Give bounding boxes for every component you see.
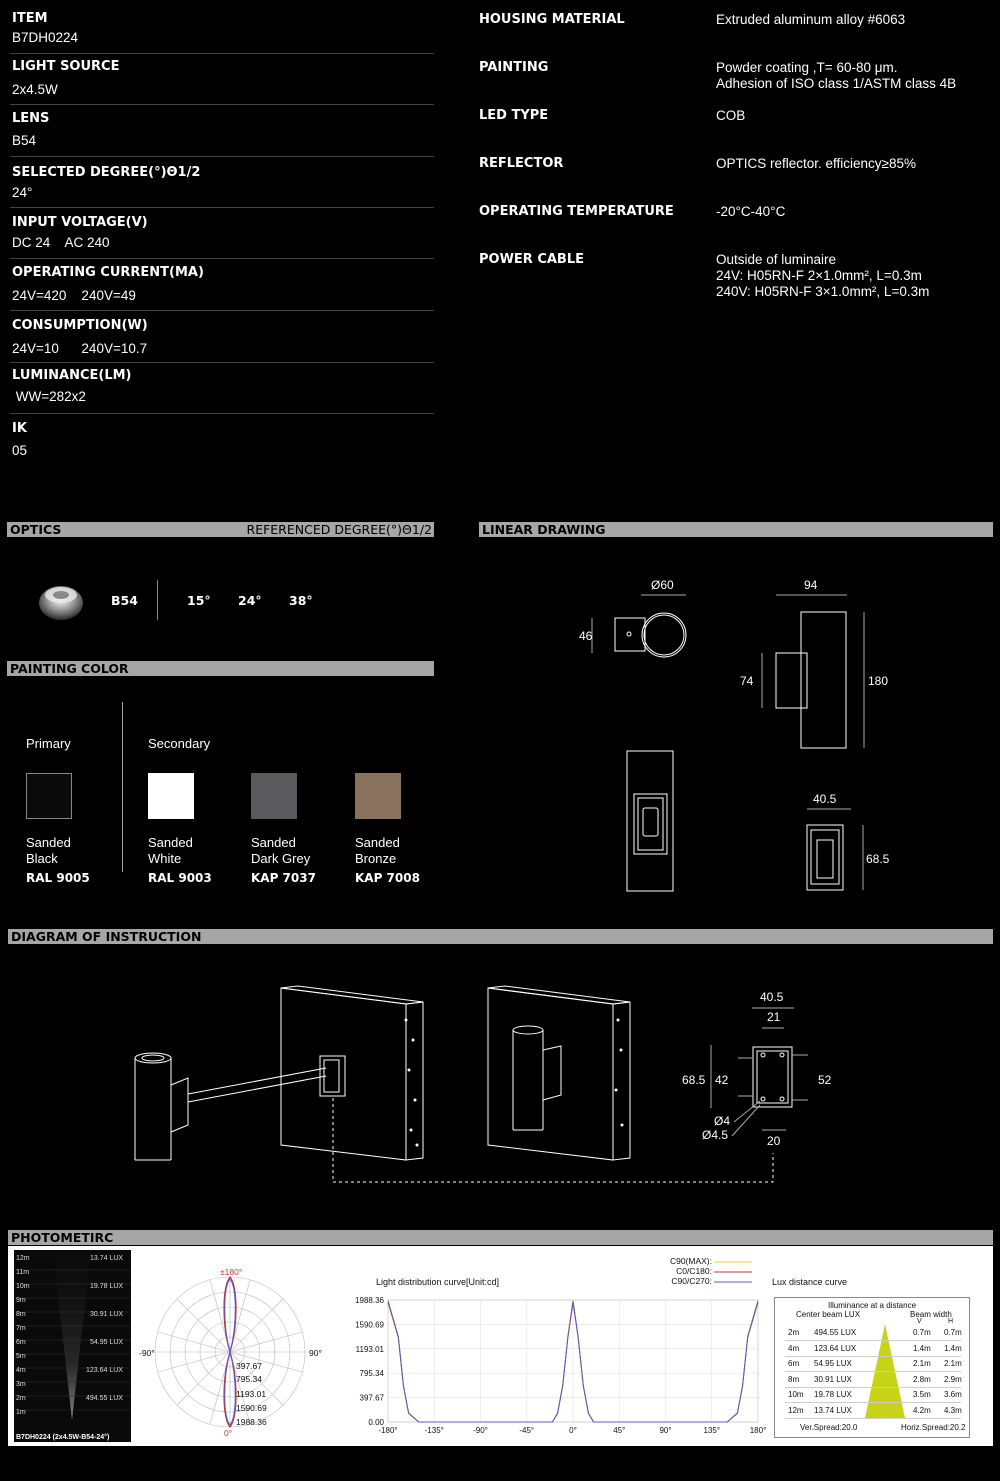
spec-value-consumption: 24V=10 240V=10.7: [12, 341, 148, 356]
optics-lens: B54: [111, 593, 138, 608]
section-bar-painting-color: [7, 661, 434, 676]
wall-drawing-left: [281, 986, 423, 1160]
lux-row-h: 0.7m: [944, 1328, 962, 1337]
lux-title: Lux distance curve: [772, 1277, 848, 1287]
polar-label-left: -90°: [139, 1348, 155, 1358]
spec-value-light-source: 2x4.5W: [12, 82, 58, 97]
lux-row-divider: [785, 1402, 961, 1403]
spec-value-voltage: DC 24 AC 240: [12, 235, 110, 250]
dist-4m: 4m: [16, 1367, 26, 1374]
spec-label-led-type: LED TYPE: [479, 108, 549, 123]
lux-8m: 30.91 LUX: [90, 1311, 124, 1318]
dist-11m: 11m: [16, 1269, 30, 1276]
color-swatch-white[interactable]: [148, 773, 194, 819]
legend-c90max: C90(MAX):: [669, 1256, 712, 1266]
lux-6m: 54.95 LUX: [90, 1339, 124, 1346]
lux-row-v: 2.1m: [913, 1359, 931, 1368]
lux-row-value: 123.64 LUX: [814, 1343, 857, 1353]
spec-label-luminance: LUMINANCE(LM): [12, 368, 132, 383]
instruction-diagram: [8, 950, 993, 1220]
bracket-view-drawing: [807, 792, 890, 890]
dim-h52: 52: [818, 1073, 832, 1087]
section-title-photometric: PHOTOMETIRC: [11, 1230, 114, 1245]
lux-row-h: 2.1m: [944, 1359, 962, 1368]
color-name-grey-1: Sanded: [251, 835, 296, 850]
dim-d40-5: 40.5: [813, 792, 837, 806]
lux-col-beam: Beam width: [910, 1310, 952, 1319]
spec-label-light-source: LIGHT SOURCE: [12, 59, 120, 74]
polar-label-bottom: 0°: [224, 1428, 233, 1438]
spec-value-led-type: COB: [716, 108, 746, 123]
optics-degree-38: 38°: [289, 593, 313, 608]
dim-d68-5: 68.5: [866, 852, 890, 866]
polar-ring-5: 1988.36: [236, 1417, 267, 1427]
dist-10m: 10m: [16, 1283, 30, 1290]
legend-swatches: [714, 1258, 754, 1288]
color-name-bronze-2: Bronze: [355, 851, 397, 866]
lux-row-v: 2.8m: [913, 1374, 931, 1384]
curve-title: Light distribution curve[Unit:cd]: [376, 1277, 500, 1287]
x-tick-label: 180°: [749, 1426, 767, 1435]
dim-d180: 180: [868, 674, 889, 688]
spec-value-housing: Extruded aluminum alloy #6063: [716, 12, 906, 27]
lux-row-h: 4.3m: [944, 1405, 962, 1415]
lux-row-distance: 12m: [788, 1405, 804, 1415]
lux-12m: 13.74 LUX: [90, 1255, 124, 1262]
spec-label-housing: HOUSING MATERIAL: [479, 12, 625, 27]
x-tick-label: -135°: [424, 1426, 444, 1435]
color-code-grey: KAP 7037: [251, 871, 316, 885]
optics-degree-15: 15°: [187, 593, 211, 608]
secondary-label: Secondary: [148, 736, 211, 751]
dist-9m: 9m: [16, 1297, 26, 1304]
divider: [10, 362, 434, 363]
spec-label-degree: SELECTED DEGREE(°)Θ1/2: [12, 165, 201, 180]
dim-w20: 20: [767, 1134, 781, 1148]
spec-label-current: OPERATING CURRENT(MA): [12, 265, 204, 280]
divider: [10, 207, 434, 208]
x-tick-label: 90°: [659, 1426, 672, 1435]
section-bar-photometric: [8, 1230, 993, 1245]
lux-10m: 19.78 LUX: [90, 1283, 124, 1290]
color-swatch-black[interactable]: [26, 773, 72, 819]
dim-d4-5: Ø4.5: [702, 1128, 729, 1142]
spec-value-power-cable-2: 24V: H05RN-F 2×1.0mm², L=0.3m: [716, 268, 922, 283]
lux-row-v: 1.4m: [913, 1343, 931, 1353]
color-name-black-2: Black: [26, 851, 58, 866]
lux-row-value: 54.95 LUX: [814, 1359, 852, 1368]
lux-2m: 494.55 LUX: [86, 1395, 123, 1402]
dim-w40-5: 40.5: [760, 990, 784, 1004]
spec-value-painting-2: Adhesion of ISO class 1/ASTM class 4B: [716, 76, 957, 91]
lux-4m: 123.64 LUX: [86, 1367, 123, 1374]
spec-value-power-cable-3: 240V: H05RN-F 3×1.0mm², L=0.3m: [716, 284, 930, 299]
lux-col-v: V: [917, 1318, 922, 1325]
side-view-drawing: [740, 578, 888, 748]
color-name-black-1: Sanded: [26, 835, 71, 850]
divider: [10, 156, 434, 157]
section-bar-optics: [7, 522, 434, 537]
lux-row-distance: 6m: [788, 1359, 800, 1368]
lux-row-v: 3.5m: [913, 1390, 931, 1399]
lux-row-divider: [785, 1356, 961, 1357]
x-tick-label: 135°: [703, 1426, 721, 1435]
lux-row-v: 0.7m: [913, 1328, 931, 1337]
x-tick-label: 45°: [613, 1426, 626, 1435]
section-title-painting-color: PAINTING COLOR: [10, 661, 129, 676]
optics-degree-24: 24°: [238, 593, 262, 608]
spec-value-reflector: OPTICS reflector. efficiency≥85%: [716, 156, 916, 171]
linear-drawing: [479, 540, 993, 910]
lux-row-distance: 2m: [788, 1328, 800, 1337]
section-title-linear-drawing: LINEAR DRAWING: [482, 522, 606, 537]
polar-chart: [139, 1266, 333, 1446]
y-tick-label: 1988.36: [355, 1296, 384, 1305]
lux-table: [774, 1297, 970, 1438]
color-name-bronze-1: Sanded: [355, 835, 400, 850]
bracket-dimension-drawing: [682, 990, 832, 1148]
polar-ring-4: 1590.69: [236, 1403, 267, 1413]
lux-row-divider: [785, 1371, 961, 1372]
ver-spread: Ver.Spread:20.0: [800, 1423, 858, 1432]
lux-row-value: 494.55 LUX: [814, 1328, 857, 1337]
wall-drawing-right: [488, 986, 630, 1160]
dist-3m: 3m: [16, 1381, 26, 1388]
spec-label-voltage: INPUT VOLTAGE(V): [12, 215, 148, 230]
spec-value-luminance: WW=282x2: [12, 389, 86, 404]
y-tick-label: 1590.69: [355, 1320, 384, 1330]
lamp-drawing-left: [135, 1053, 326, 1160]
lux-row-v: 4.2m: [913, 1405, 931, 1415]
x-tick-label: 0°: [569, 1426, 577, 1435]
color-name-white-2: White: [148, 851, 182, 866]
color-swatch-dark-grey[interactable]: [251, 773, 297, 819]
lux-row-h: 1.4m: [944, 1343, 962, 1353]
lux-row-distance: 10m: [788, 1390, 804, 1399]
color-code-bronze: KAP 7008: [355, 871, 420, 885]
lux-row-divider: [785, 1387, 961, 1388]
dim-d4: Ø4: [714, 1114, 731, 1128]
polar-label-top: ±180°: [220, 1267, 243, 1277]
x-tick-label: -180°: [378, 1426, 398, 1435]
spec-value-temperature: -20°C-40°C: [716, 204, 786, 219]
divider: [10, 413, 434, 414]
lux-col-h: H: [948, 1318, 954, 1325]
y-tick-label: 0.00: [368, 1418, 384, 1427]
y-tick-label: 1193.01: [355, 1344, 384, 1354]
lux-row-distance: 4m: [788, 1343, 800, 1353]
dim-w21: 21: [767, 1010, 781, 1024]
spec-value-ik: 05: [12, 443, 28, 458]
light-cone-panel: [14, 1250, 131, 1442]
hor-spread: Horiz.Spread:20.2: [901, 1423, 966, 1432]
spec-value-power-cable-1: Outside of luminaire: [716, 252, 837, 267]
spec-label-painting: PAINTING: [479, 60, 549, 75]
dist-1m: 1m: [16, 1409, 26, 1416]
dist-2m: 2m: [16, 1395, 26, 1402]
spec-label-ik: IK: [12, 421, 27, 436]
dim-h42: 42: [715, 1073, 729, 1087]
spec-label-lens: LENS: [12, 111, 50, 126]
spec-label-reflector: REFLECTOR: [479, 156, 564, 171]
divider: [10, 104, 434, 105]
lux-col-center: Center beam LUX: [796, 1310, 861, 1319]
polar-ring-2: 795.34: [236, 1374, 262, 1384]
dim-d74: 74: [740, 674, 754, 688]
dim-d94: 94: [804, 578, 818, 592]
spec-value-lens: B54: [12, 133, 37, 148]
lux-cone: [863, 1324, 907, 1420]
spec-value-degree: 24°: [12, 185, 33, 200]
dist-8m: 8m: [16, 1311, 26, 1318]
dim-d60: Ø60: [651, 578, 674, 592]
color-divider: [122, 702, 123, 872]
divider: [10, 310, 434, 311]
spec-label-item: ITEM: [12, 11, 48, 26]
dist-7m: 7m: [16, 1325, 26, 1332]
lux-row-distance: 8m: [788, 1374, 800, 1384]
lens-icon: [34, 575, 90, 625]
x-tick-label: -45°: [519, 1426, 535, 1435]
x-tick-label: -90°: [473, 1426, 488, 1435]
dist-6m: 6m: [16, 1339, 26, 1346]
spec-value-item: B7DH0224: [12, 30, 79, 45]
lux-row-divider: [785, 1340, 961, 1341]
spec-label-power-cable: POWER CABLE: [479, 252, 585, 267]
section-bar-linear-drawing: [479, 522, 993, 537]
color-code-black: RAL 9005: [26, 871, 90, 885]
section-title-optics: OPTICS: [10, 522, 62, 537]
color-code-white: RAL 9003: [148, 871, 212, 885]
top-view-drawing: [579, 578, 686, 657]
lux-row-h: 2.9m: [944, 1374, 962, 1384]
spec-label-temperature: OPERATING TEMPERATURE: [479, 204, 674, 219]
spec-label-consumption: CONSUMPTION(W): [12, 318, 148, 333]
color-swatch-bronze[interactable]: [355, 773, 401, 819]
polar-label-right: 90°: [309, 1348, 322, 1358]
section-title-diagram: DIAGRAM OF INSTRUCTION: [11, 929, 202, 944]
lux-row-h: 3.6m: [944, 1390, 962, 1399]
polar-ring-3: 1193.01: [236, 1389, 267, 1399]
spec-value-current: 24V=420 240V=49: [12, 288, 136, 303]
photometric-panel: [8, 1246, 993, 1446]
spec-value-painting-1: Powder coating ,T= 60-80 μm.: [716, 60, 898, 75]
dim-d46: 46: [579, 629, 593, 643]
dim-h68-5: 68.5: [682, 1073, 706, 1087]
light-distribution-chart: [333, 1290, 767, 1440]
legend-c90c270: C90/C270:: [671, 1276, 712, 1286]
lux-row-divider: [785, 1418, 961, 1419]
y-tick-label: 795.34: [359, 1369, 384, 1379]
optics-divider: [157, 580, 158, 620]
back-view-drawing: [627, 751, 673, 891]
section-bar-diagram: [8, 929, 993, 944]
divider: [10, 53, 434, 54]
divider: [10, 258, 434, 259]
lux-table-title: Illuminance at a distance: [827, 1301, 917, 1310]
lux-row-value: 30.91 LUX: [814, 1374, 852, 1384]
legend-c0c180: C0/C180:: [676, 1266, 712, 1276]
dist-12m: 12m: [16, 1255, 30, 1262]
y-tick-label: 397.67: [359, 1393, 384, 1403]
primary-label: Primary: [26, 736, 71, 751]
dist-5m: 5m: [16, 1353, 26, 1360]
section-subtitle-optics: REFERENCED DEGREE(°)Θ1/2: [246, 522, 432, 537]
photometric-footer: B7DH0224 (2x4.5W-B54-24°): [16, 1434, 110, 1441]
lux-row-value: 13.74 LUX: [814, 1405, 852, 1415]
curve-legend: [628, 1256, 712, 1286]
color-name-white-1: Sanded: [148, 835, 193, 850]
color-name-grey-2: Dark Grey: [251, 851, 311, 866]
lux-row-value: 19.78 LUX: [814, 1390, 852, 1399]
polar-ring-1: 397.67: [236, 1361, 262, 1371]
